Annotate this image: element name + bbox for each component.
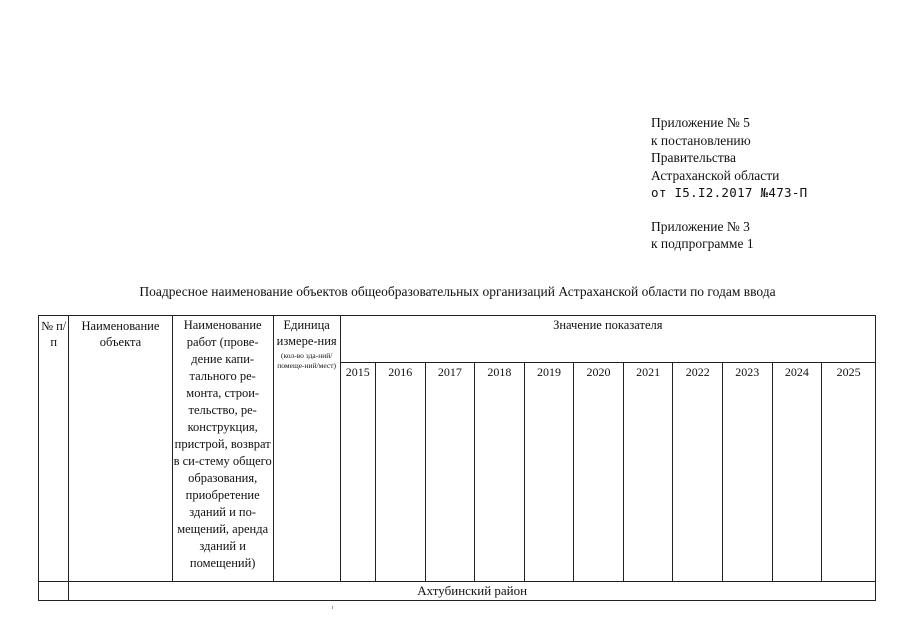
table-header-row [39, 316, 876, 363]
header-unit-label: Единица измере-ния [276, 318, 337, 348]
district-row [39, 582, 876, 601]
appendix-line: к подпрограмме 1 [651, 236, 754, 251]
year-cell: 2023 [723, 363, 773, 582]
appendix-line: Приложение № 5 [651, 115, 750, 130]
year-cell: 2016 [375, 363, 425, 582]
appendix-line: Приложение № 3 [651, 218, 750, 234]
district-label: Ахтубинский район [69, 582, 876, 601]
year-cell: 2024 [772, 363, 822, 582]
objects-table [38, 315, 876, 601]
header-works: Наименование работ (прове-дение капи-тального ре-монта, строи-тельство, ре-конструкция, пристрой, возврат в си-стему общего образования, приобретение зданий и по-мещений, аренда зданий и помещений) [172, 316, 273, 582]
year-cell: 2025 [822, 363, 876, 582]
appendix-block [651, 114, 808, 253]
document-title: Поадресное наименование объектов общеобразовательных организаций Астраханской области по годам ввода [139, 284, 776, 299]
year-cell: 2020 [574, 363, 624, 582]
header-num: № п/п [39, 316, 69, 582]
year-cell: 2021 [623, 363, 673, 582]
appendix-line: Астраханской области [651, 167, 780, 183]
district-num-cell [39, 582, 69, 601]
header-object-name: Наименование объекта [69, 316, 172, 582]
appendix-line: Правительства [651, 150, 736, 165]
header-unit-note: (кол-во зда-ний/помеще-ний/мест) [277, 351, 337, 370]
year-cell: 2015 [340, 363, 375, 582]
header-unit [273, 316, 340, 582]
appendix-line: к постановлению [651, 132, 751, 148]
year-cell: 2018 [475, 363, 525, 582]
year-cell: 2019 [524, 363, 574, 582]
appendix-date-line: от I5.I2.2017 №473-П [651, 185, 808, 200]
year-cell: 2017 [425, 363, 475, 582]
header-indicator-value: Значение показателя [340, 316, 875, 363]
year-cell: 2022 [673, 363, 723, 582]
scan-mark [332, 606, 333, 609]
